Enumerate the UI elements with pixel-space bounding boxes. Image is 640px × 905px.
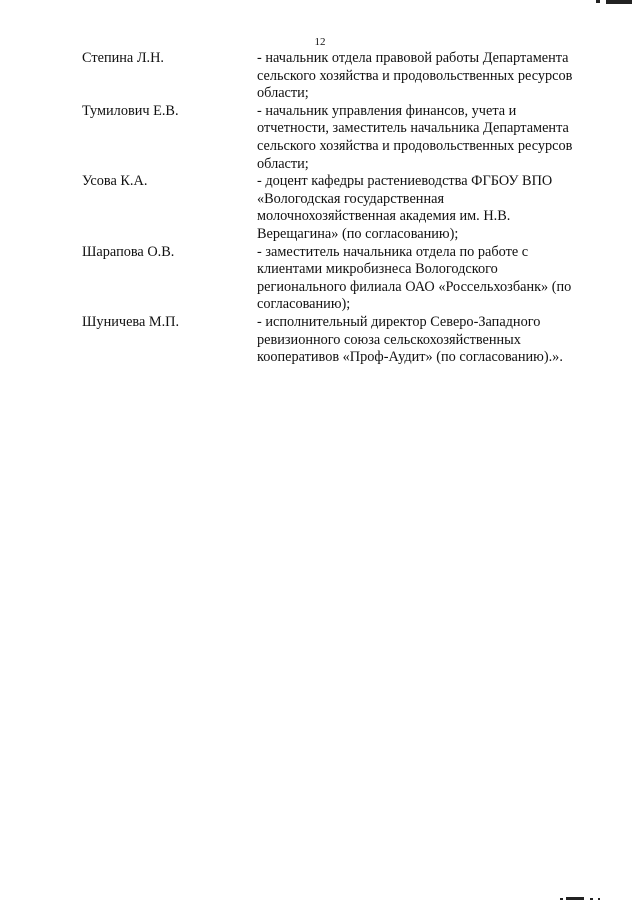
member-list	[82, 50, 602, 367]
scan-artifact	[566, 897, 584, 900]
member-position: - исполнительный директор Северо-Западного ревизионного союза сельскохозяйственных кооперативов «Проф-Аудит» (по согласованию).».	[257, 313, 563, 366]
member-position: - заместитель начальника отдела по работе с клиентами микробизнеса Вологодского регионального филиала ОАО «Россельхозбанк» (по согласованию);	[257, 243, 572, 313]
member-name: Шуничева М.П.	[82, 313, 180, 330]
member-name: Шарапова О.В.	[82, 243, 175, 260]
page-number: 12	[314, 36, 326, 48]
list-item	[82, 103, 602, 173]
list-item	[82, 244, 602, 314]
member-name: Тумилович Е.В.	[82, 102, 179, 119]
scan-artifact	[598, 898, 600, 900]
member-position: - начальник отдела правовой работы Департамента сельского хозяйства и продовольственных ресурсов области;	[257, 50, 573, 102]
scan-artifact	[596, 0, 600, 3]
list-item	[82, 173, 602, 243]
scan-artifact	[590, 898, 593, 900]
member-name: Степина Л.Н.	[82, 50, 164, 66]
list-item	[82, 314, 602, 367]
member-position: - начальник управления финансов, учета и отчетности, заместитель начальника Департамента сельского хозяйства и продовольственных ресурсов области;	[257, 102, 573, 172]
scan-artifact	[560, 898, 563, 900]
list-item	[82, 50, 602, 103]
scan-artifact	[606, 0, 632, 4]
member-name: Усова К.А.	[82, 173, 148, 190]
member-position: - доцент кафедры растениеводства ФГБОУ ВПО «Вологодская государственная молочнохозяйственная академия им. Н.В. Верещагина» (по согласованию);	[257, 173, 553, 242]
